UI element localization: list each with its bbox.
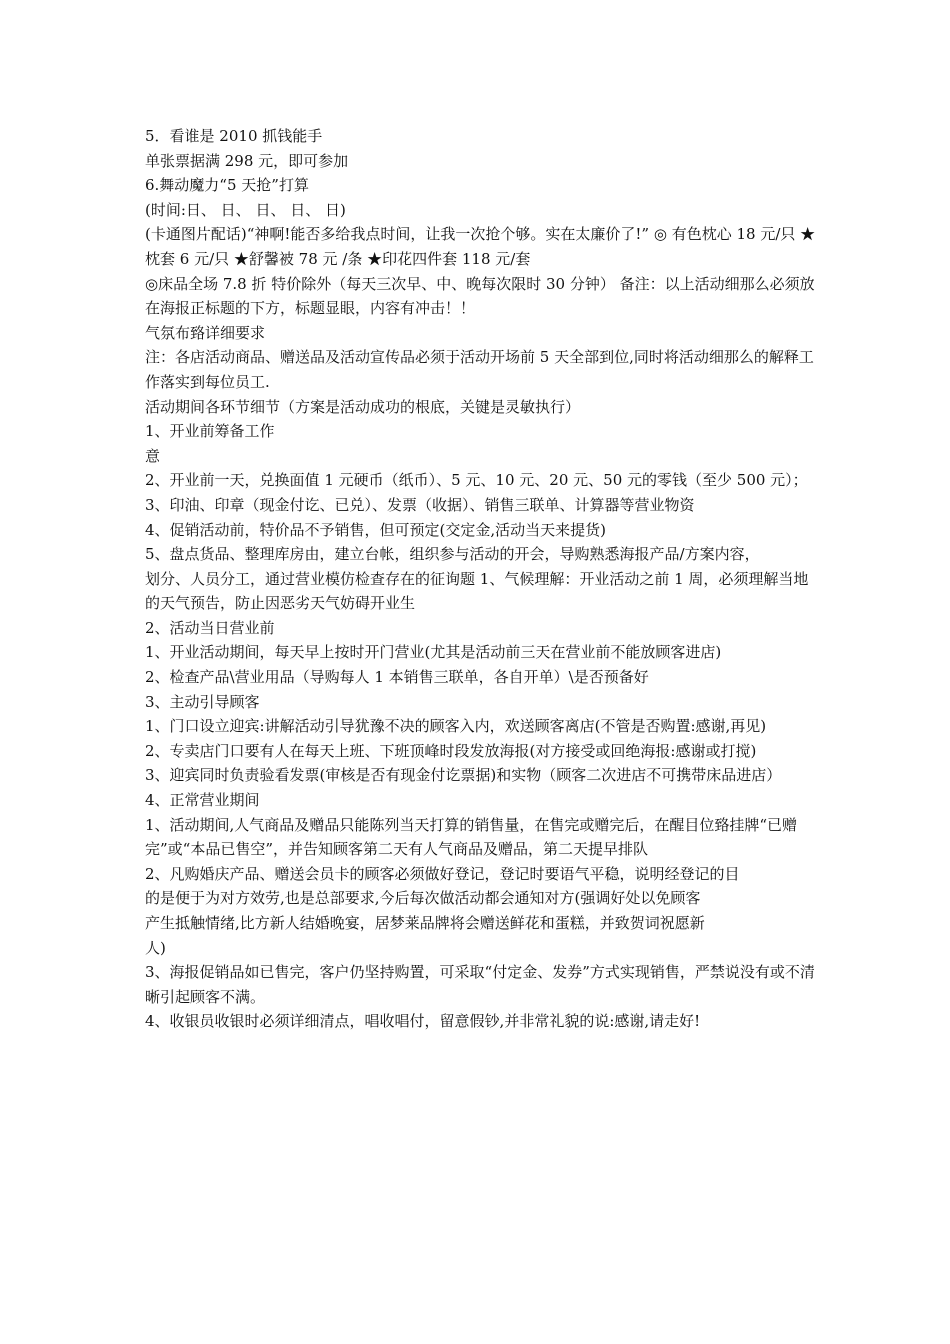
- text-line: 产生抵触情绪,比方新人结婚晚宴，居梦莱品牌将会赠送鲜花和蛋糕，并致贺词祝愿新: [145, 914, 705, 932]
- text-line: 1、活动期间,人气商品及赠品只能陈列当天打算的销售量，在售完或赠完后，在醒目位臵挂牌“已赠完”或“本品已售空”，并告知顾客第二天有人气商品及赠品，第二天提早排队: [145, 815, 797, 859]
- section-heading: 2、活动当日营业前: [145, 618, 275, 637]
- text-line: 2、凡购婚庆产品、赠送会员卡的顾客必须做好登记，登记时要语气平稳，说明经登记的目: [145, 864, 740, 883]
- text-line: 2、专卖店门口要有人在每天上班、下班顶峰时段发放海报(对方接受或回绝海报:感谢或打搅): [145, 741, 757, 760]
- document-body: [145, 124, 817, 1034]
- text-line: (时间:日、 日、 日、 日、 日): [145, 200, 346, 219]
- section-heading: 气氛布臵详细要求: [145, 323, 266, 342]
- text-line: 划分、人员分工，通过营业模仿检查存在的征询题 1、气候理解：开业活动之前 1 周，必须理解当地的天气预告，防止因恶劣天气妨碍开业生: [145, 569, 809, 613]
- text-line: (卡通图片配话)“神啊!能否多给我点时间，让我一次抢个够。实在太廉价了!” ◎ 有色枕心 18 元/只 ★枕套 6 元/只 ★舒馨被 78 元 /条 ★印花四件套 118 元/套: [145, 225, 816, 268]
- text-line: 3、海报促销品如已售完，客户仍坚持购置，可采取“付定金、发券”方式实现销售，严禁说没有或不清晰引起顾客不满。: [145, 963, 815, 1006]
- text-line: 3、迎宾同时负责验看发票(审核是否有现金付讫票据)和实物（顾客二次进店不可携带床品进店）: [145, 766, 782, 785]
- text-line: 人): [145, 938, 166, 957]
- text-line: 6.舞动魔力“5 天抢”打算: [145, 176, 309, 195]
- text-line: 的是便于为对方效劳,也是总部要求,今后每次做活动都会通知对方(强调好处以免顾客: [145, 889, 701, 908]
- text-line: 2、开业前一天，兑换面值 1 元硬币（纸币）、5 元、10 元、20 元、50 元的零钱（至少 500 元）；: [145, 471, 808, 490]
- text-line: 3、印油、印章（现金付讫、已兑）、发票（收据）、销售三联单、计算器等营业物资: [145, 495, 695, 514]
- section-heading: 3、主动引导顾客: [145, 692, 260, 711]
- section-heading: 活动期间各环节细节（方案是活动成功的根底，关键是灵敏执行）: [145, 397, 581, 416]
- text-line: 单张票据满 298 元，即可参加: [145, 151, 349, 170]
- text-line: 1、门口设立迎宾:讲解活动引导犹豫不决的顾客入内，欢送顾客离店(不管是否购置:感谢,再见): [145, 717, 767, 736]
- text-line: 2、检查产品\营业用品（导购每人 1 本销售三联单，各自开单）\是否预备好: [145, 668, 649, 687]
- text-line: 4、收银员收银时必须详细清点，唱收唱付，留意假钞,并非常礼貌的说:感谢,请走好!: [145, 1012, 701, 1031]
- text-line: 注：各店活动商品、赠送品及活动宣传品必须于活动开场前 5 天全部到位,同时将活动细那么的解释工作落实到每位员工.: [145, 348, 814, 391]
- section-heading: 4、正常营业期间: [145, 791, 260, 810]
- section-heading: 1、开业前筹备工作: [145, 422, 275, 441]
- text-line: 1、开业活动期间，每天早上按时开门营业(尤其是活动前三天在营业前不能放顾客进店): [145, 643, 722, 662]
- text-line: 5、盘点货品、整理库房由，建立台帐，组织参与活动的开会，导购熟悉海报产品/方案内容，: [145, 545, 760, 564]
- text-line: 5．看谁是 2010 抓钱能手: [145, 127, 323, 145]
- text-line: ◎床品全场 7.8 折 特价除外（每天三次早、中、晚每次限时 30 分钟） 备注：以上活动细那么必须放在海报正标题的下方，标题显眼，内容有冲击！！: [145, 274, 815, 318]
- text-line: 4、促销活动前，特价品不予销售，但可预定(交定金,活动当天来提货): [145, 520, 607, 539]
- text-line: 意: [145, 446, 161, 465]
